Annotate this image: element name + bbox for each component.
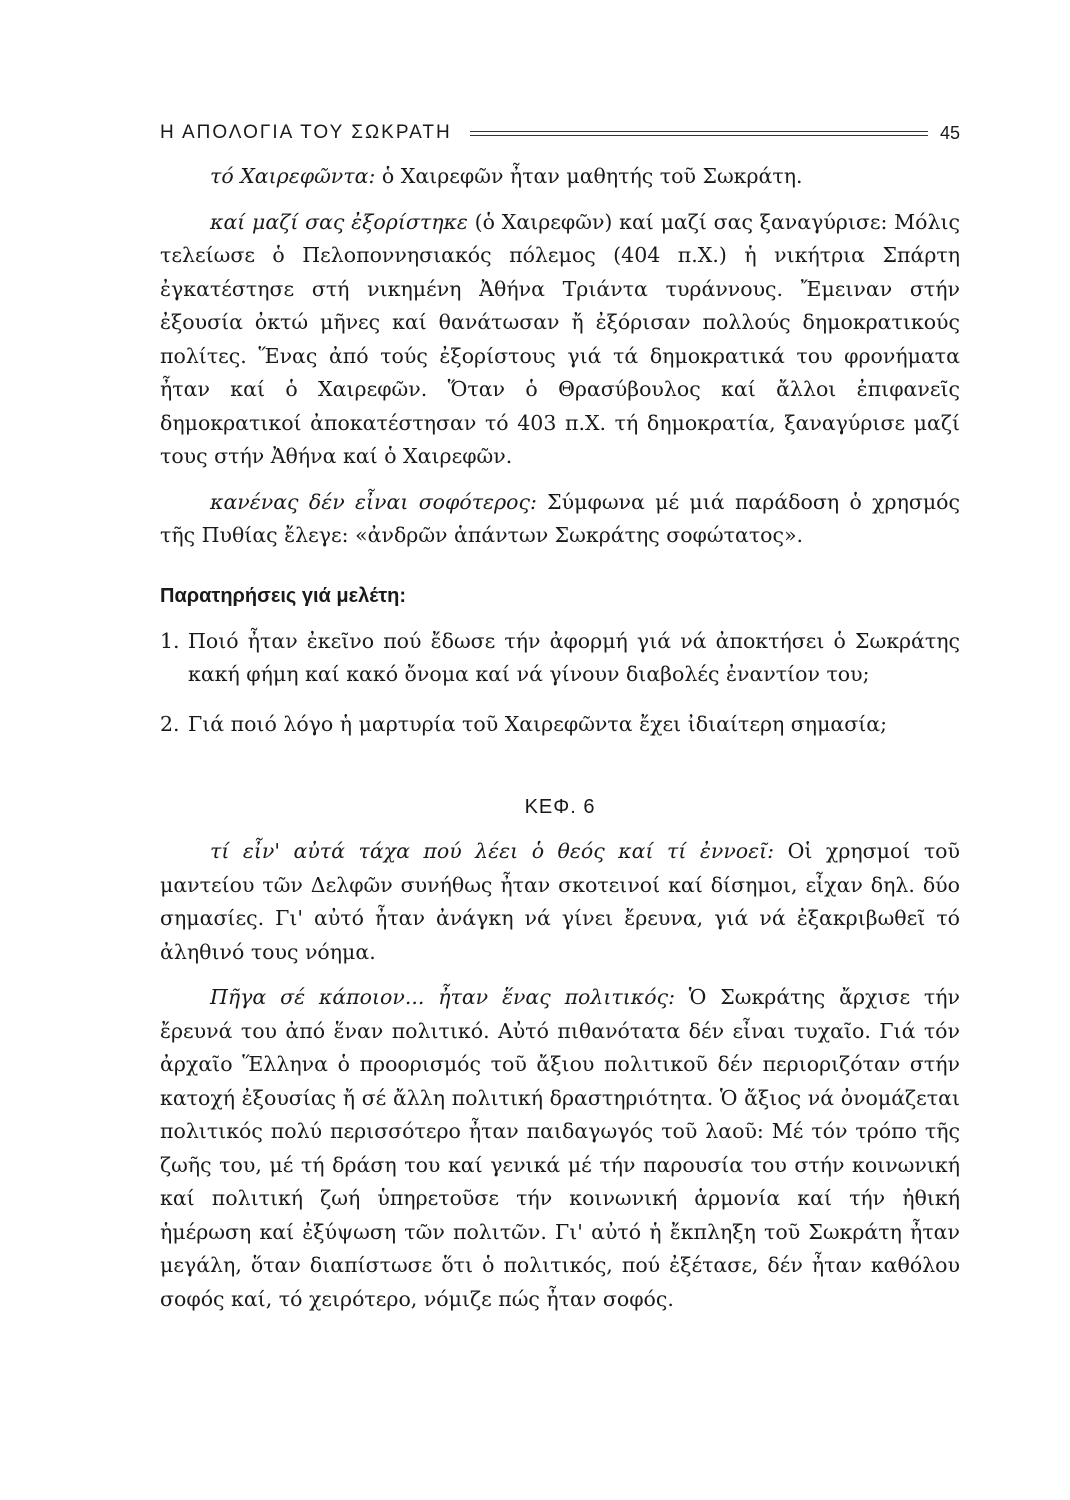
commentary-text: Ὁ Σωκράτης ἄρχισε τήν ἔρευνά του ἀπό ἕναν πολιτικό. Αὐτό πιθανότατα δέν εἶναι τυχαῖο. Γιά τόν ἀρχαῖο Ἕλληνα ὁ προορισμός τοῦ ἄξιου πολιτικοῦ δέν περιοριζόταν στήν κατοχή ἐξουσίας ἤ σέ ἄλλη πολιτική δραστηριότητα. Ὁ ἄξιος νά ὀνομάζεται πολιτικός πολύ περισσότερο ἦταν παιδαγωγός τοῦ λαοῦ: Μέ τόν τρόπο τῆς ζωῆς του, μέ τή δράση του καί γενικά μέ τήν παρουσία του στήν κοινωνική καί πολιτική ζωή ὑπηρετοῦσε τήν κοινωνική ἁρμονία καί τήν ἠθική ἡμέρωση καί ἐξύψωση τῶν πολιτῶν. Γι' αὐτό ἡ ἔκπληξη τοῦ Σωκράτη ἦταν μεγάλη, ὅταν διαπίστωσε ὅτι ὁ πολιτικός, πού ἐξέτασε, δέν ἦταν καθόλου σοφός καί, τό χειρότερο, νόμιζε πώς ἦταν σοφός. <box>160 985 960 1311</box>
book-title: Η ΑΠΟΛΟΓΙΑ ΤΟΥ ΣΩΚΡΑΤΗ <box>160 122 452 143</box>
lemma: καί μαζί σας ἐξορίστηκε <box>210 209 468 234</box>
chapter-heading: ΚΕΦ. 6 <box>524 796 596 818</box>
commentary-text: ὁ Χαιρεφῶν ἦταν μαθητής τοῦ Σωκράτη. <box>375 164 803 188</box>
running-header <box>160 118 960 148</box>
book-page <box>160 118 960 1316</box>
lemma: κανένας δέν εἶναι σοφότερος: <box>210 489 537 514</box>
commentary-text: Οἱ χρησμοί τοῦ μαντείου τῶν Δελφῶν συνήθως ἦταν σκοτεινοί καί δίσημοι, εἶχαν δηλ. δύο σημασίες. Γι' αὐτό ἦταν ἀνάγκη νά γίνει ἔρευνα, γιά νά ἐξακριβωθεῖ τό ἀληθινό τους νόημα. <box>160 839 960 964</box>
lemma: τό Χαιρεφῶντα: <box>210 164 376 188</box>
study-notes-heading: Παρατηρήσεις γιά μελέτη: <box>160 584 407 607</box>
commentary-text: Σύμφωνα μέ μιά παράδοση ὁ χρησμός τῆς Πυθίας ἔλεγε: «ἀνδρῶν ἁπάντων Σωκράτης σοφώτατος». <box>160 489 961 547</box>
question-item <box>160 708 960 742</box>
lemma: τί εἶν' αὐτά τάχα πού λέει ὁ θεός καί τί ἐννοεῖ: <box>210 839 775 863</box>
commentary-paragraph <box>160 835 960 969</box>
commentary-paragraph <box>160 486 960 553</box>
header-rule <box>470 131 928 136</box>
question-list <box>160 625 960 742</box>
commentary-paragraph <box>160 160 960 194</box>
question-text: Ποιό ἦταν ἐκεῖνο πού ἔδωσε τήν ἀφορμή γιά νά ἀποκτήσει ὁ Σωκράτης κακή φήμη καί κακό ὄνομα καί νά γίνουν διαβολές ἐναντίον του; <box>188 628 960 686</box>
commentary-text: (ὁ Χαιρεφῶν) καί μαζί σας ξαναγύρισε: Μόλις τελείωσε ὁ Πελοποννησιακός πόλεμος (404 π.Χ.) ἡ νικήτρια Σπάρτη ἐγκατέστησε στή νικημένη Ἀθήνα Τριάντα τυράννους. Ἔμειναν στήν ἐξουσία ὀκτώ μῆνες καί θανάτωσαν ἤ ἐξόρισαν πολλούς δημοκρατικούς πολίτες. Ἕνας ἀπό τούς ἐξορίστους γιά τά δημοκρατικά του φρονήματα ἦταν καί ὁ Χαιρεφῶν. Ὅταν ὁ Θρασύβουλος καί ἄλλοι ἐπιφανεῖς δημοκρατικοί ἀποκατέστησαν τό 403 π.Χ. τή δημοκρατία, ξαναγύρισε μαζί τους στήν Ἀθήνα καί ὁ Χαιρεφῶν. <box>160 209 960 468</box>
commentary-paragraph <box>160 206 960 474</box>
lemma: Πῆγα σέ κάποιον... ἦταν ἕνας πολιτικός: <box>210 985 675 1009</box>
question-item <box>160 625 960 692</box>
commentary-paragraph <box>160 981 960 1316</box>
question-number: 2. <box>160 711 180 736</box>
question-number: 1. <box>160 628 180 653</box>
page-number: 45 <box>939 122 960 143</box>
question-text: Γιά ποιό λόγο ἡ μαρτυρία τοῦ Χαιρεφῶντα ἔχει ἰδιαίτερη σημασία; <box>188 711 888 736</box>
